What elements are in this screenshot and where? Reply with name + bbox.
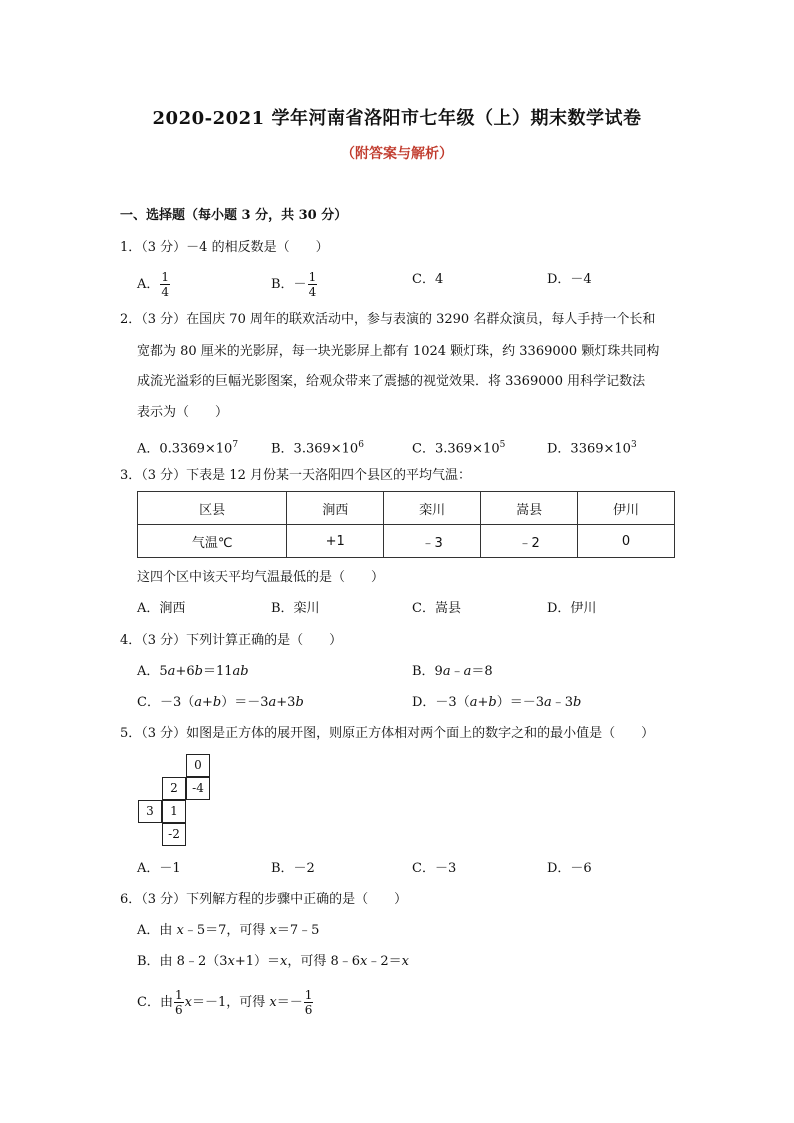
q2-line-4: 表示为（ ）	[137, 405, 229, 420]
q5-option-c: C．－3	[412, 861, 457, 876]
temperature-table	[137, 491, 675, 558]
q3-stem: 3．（3 分）下表是 12 月份某一天洛阳四个县区的平均气温：	[120, 468, 471, 483]
fraction: $\frac{1}{4}$	[161, 270, 170, 299]
net-cell: 3	[138, 800, 162, 823]
q3-option-a: A．涧西	[137, 601, 186, 616]
net-cell: -4	[186, 777, 210, 800]
section-heading: 一、选择题（每小题 3 分，共 30 分）	[120, 208, 348, 223]
cube-net-figure	[137, 754, 211, 850]
table-cell: 气温℃	[138, 525, 287, 558]
table-cell: ﹣3	[384, 525, 481, 558]
q2-option-a: A．$0.3369\times 10^7$	[137, 440, 239, 457]
q1-option-a: A． $\frac{1}{4}$	[137, 270, 170, 299]
q6-stem: 6．（3 分）下列解方程的步骤中正确的是（ ）	[120, 892, 408, 907]
q1-option-c: C．4	[412, 272, 444, 287]
q2-line-1: 2．（3 分）在国庆 70 周年的联欢活动中，参与表演的 3290 名群众演员，每人手持一个长和	[120, 312, 656, 327]
q3-question: 这四个区中该天平均气温最低的是（ ）	[137, 570, 385, 585]
q6-option-b: B．由 8﹣2（3x+1）＝x，可得 8﹣6x﹣2＝x	[137, 954, 410, 969]
table-cell: 栾川	[384, 492, 481, 525]
net-cell: 0	[186, 754, 210, 777]
table-cell: 涧西	[287, 492, 384, 525]
fraction: $\frac{1}{6}$	[304, 988, 313, 1017]
q3-option-d: D．伊川	[547, 601, 597, 616]
fraction: $\frac{1}{4}$	[308, 270, 317, 299]
q5-option-d: D．－6	[547, 861, 592, 876]
q2-option-b: B．$3.369\times 10^6$	[271, 440, 364, 457]
q4-option-a: A．5a+6b＝11ab	[137, 664, 249, 679]
table-cell: 0	[578, 525, 675, 558]
q4-stem: 4．（3 分）下列计算正确的是（ ）	[120, 633, 343, 648]
q4-option-b: B．9a﹣a＝8	[412, 664, 493, 679]
q2-line-2: 宽都为 80 厘米的光影屏，每一块光影屏上都有 1024 颗灯珠，约 3369000 颗灯珠共同构	[137, 344, 660, 359]
table-cell: 伊川	[578, 492, 675, 525]
q6-option-c: C．由 $\frac{1}{6}$ x＝－1，可得 x＝－ $\frac{1}{6}$	[137, 988, 313, 1017]
q6-option-a: A．由 x﹣5＝7，可得 x＝7﹣5	[137, 923, 320, 938]
q4-option-c: C．－3（a+b）＝－3a+3b	[137, 695, 304, 710]
q3-option-c: C．嵩县	[412, 601, 461, 616]
q5-option-b: B．－2	[271, 861, 315, 876]
table-cell: +1	[287, 525, 384, 558]
table-cell: 区县	[138, 492, 287, 525]
q5-stem: 5．（3 分）如图是正方体的展开图，则原正方体相对两个面上的数字之和的最小值是（ ）	[120, 726, 655, 741]
net-cell: -2	[162, 823, 186, 846]
table-header-row	[138, 492, 675, 525]
page-subtitle: （附答案与解析）	[341, 146, 453, 162]
table-cell: ﹣2	[481, 525, 578, 558]
q2-line-3: 成流光溢彩的巨幅光影图案，给观众带来了震撼的视觉效果．将 3369000 用科学记数法	[137, 374, 646, 389]
net-cell: 2	[162, 777, 186, 800]
q3-option-b: B．栾川	[271, 601, 320, 616]
q5-option-a: A．－1	[137, 861, 181, 876]
q4-option-d: D．－3（a+b）＝－3a﹣3b	[412, 695, 582, 710]
q1-option-b: B．－ $\frac{1}{4}$	[271, 270, 317, 299]
q2-option-d: D．$3369\times 10^3$	[547, 440, 637, 457]
table-cell: 嵩县	[481, 492, 578, 525]
net-cell: 1	[162, 800, 186, 823]
table-row	[138, 525, 675, 558]
fraction: $\frac{1}{6}$	[174, 988, 183, 1017]
q1-option-d: D．－4	[547, 272, 592, 287]
q2-option-c: C．$3.369\times 10^5$	[412, 440, 506, 457]
page-title: 2020-2021 学年河南省洛阳市七年级（上）期末数学试卷	[152, 108, 642, 129]
q1-stem: 1．（3 分）－4 的相反数是（ ）	[120, 240, 329, 255]
